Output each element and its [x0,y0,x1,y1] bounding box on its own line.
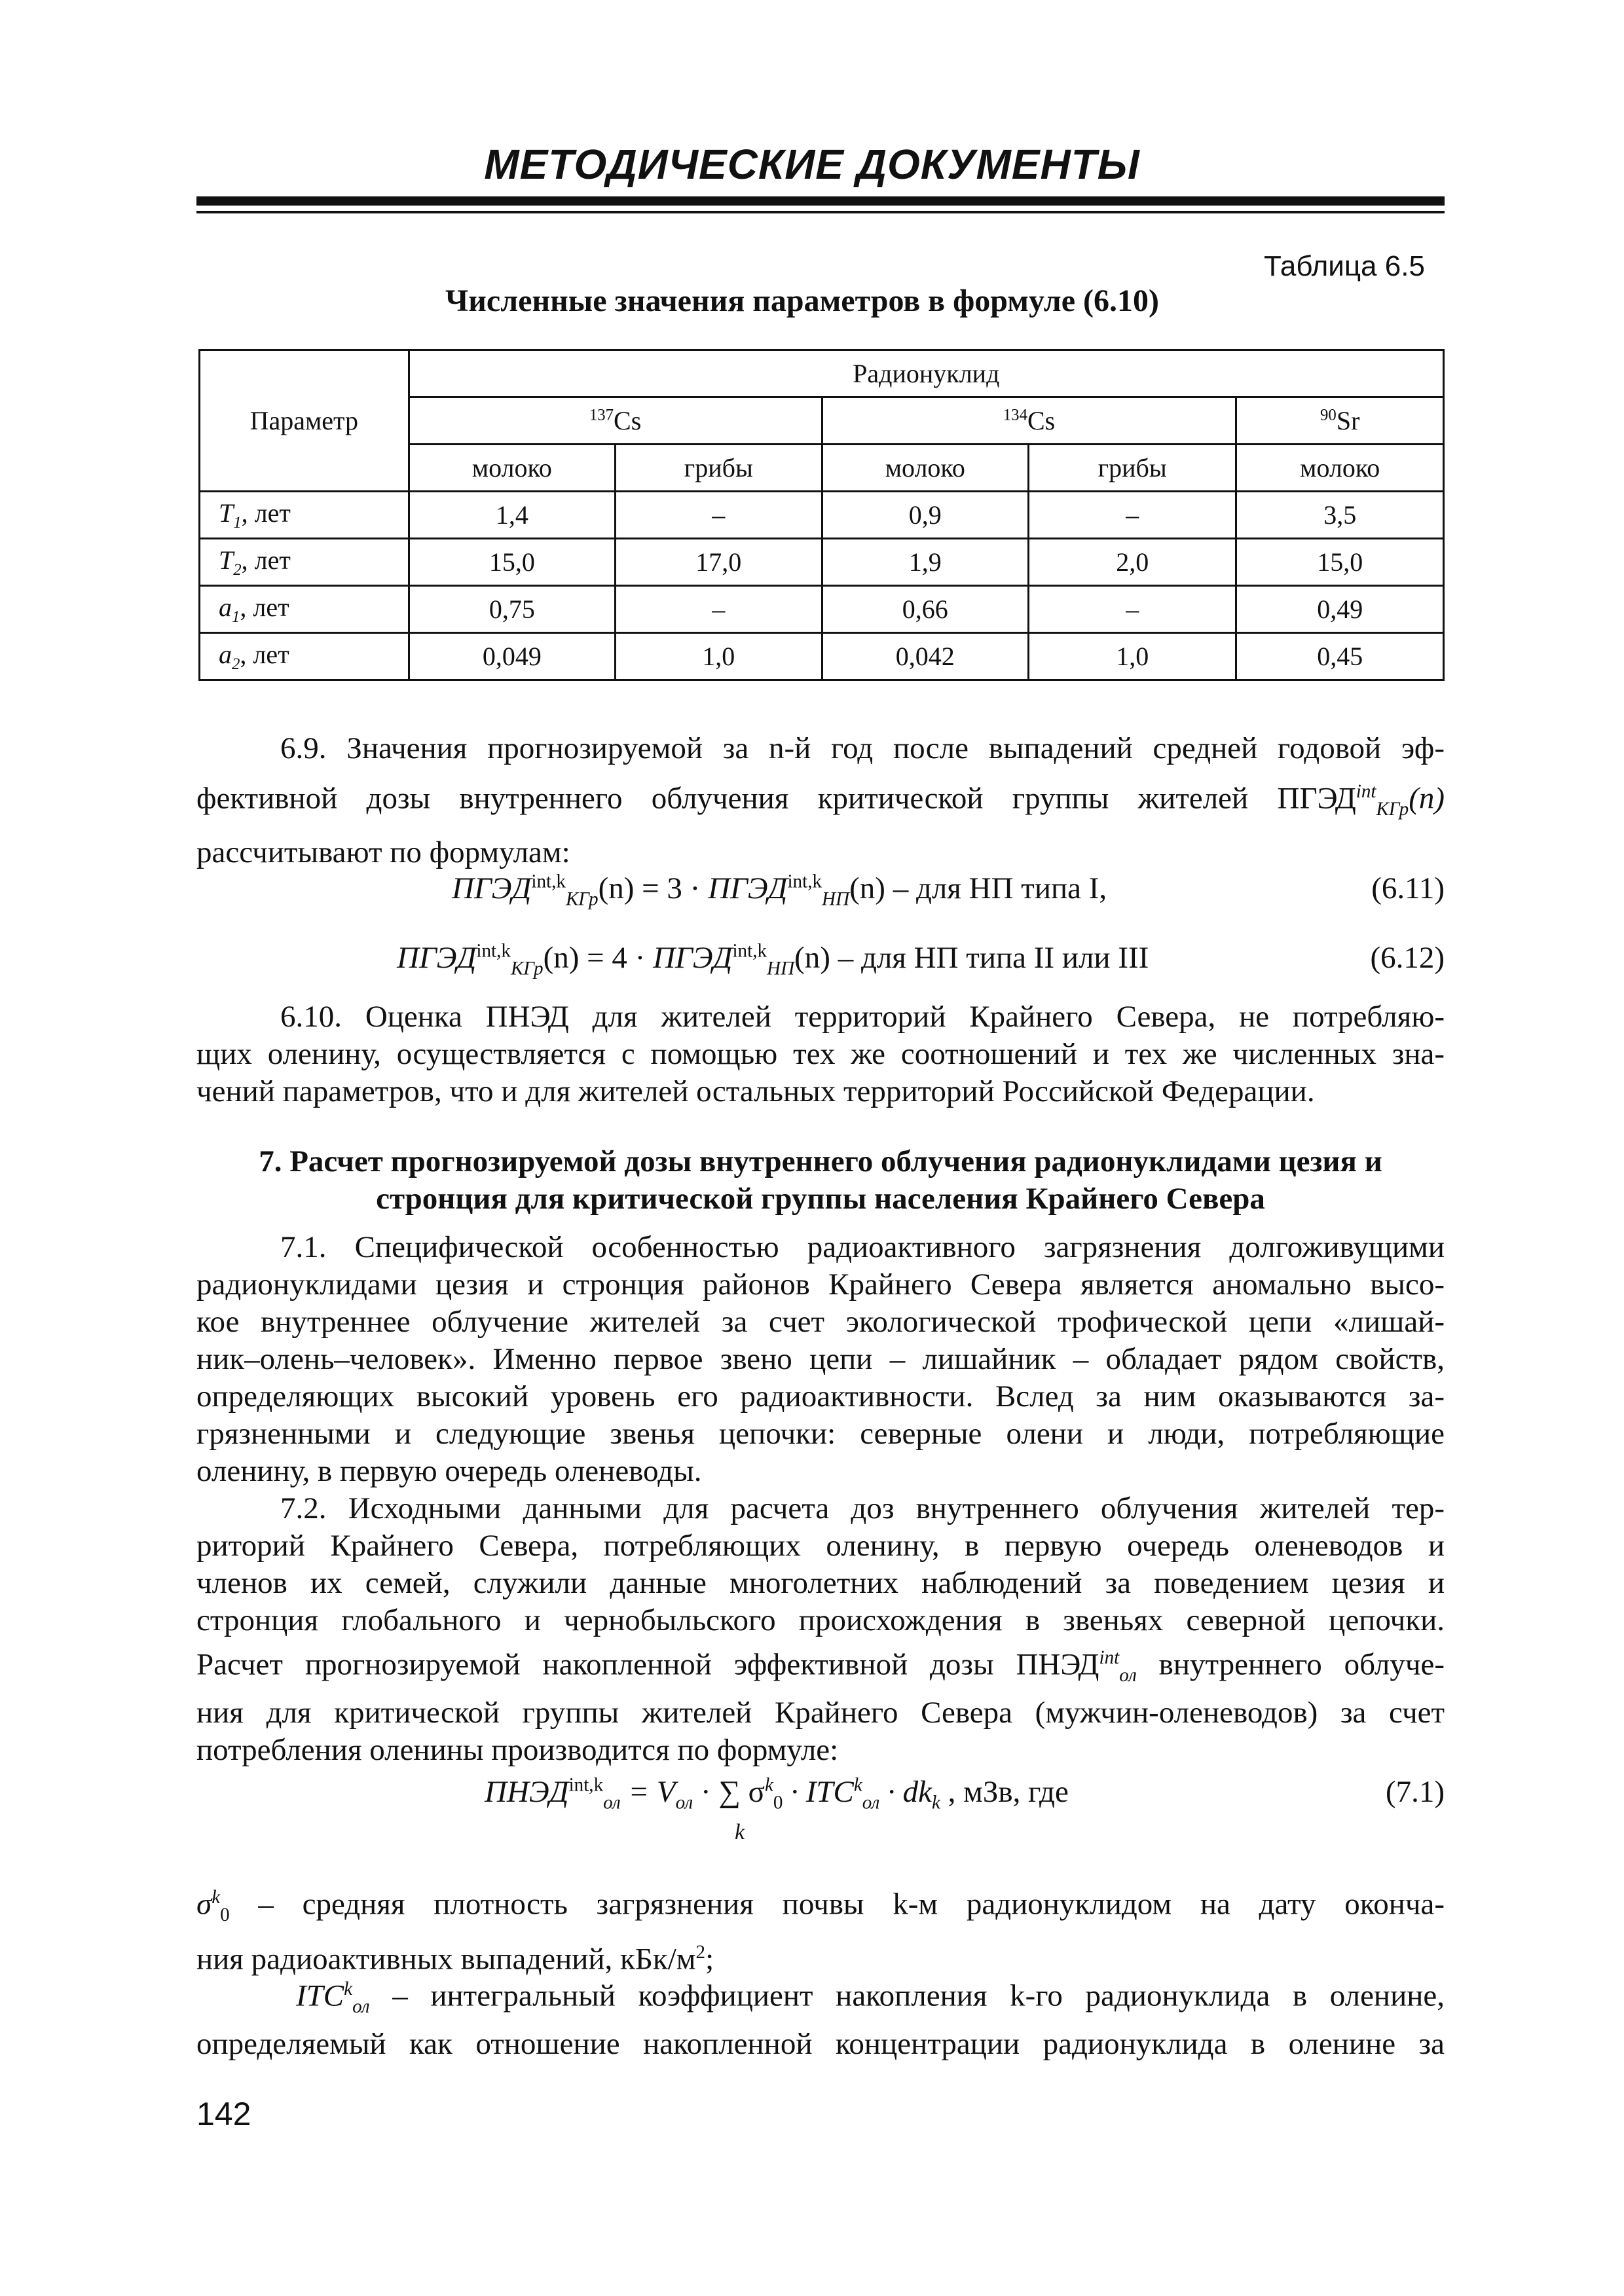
running-header: МЕТОДИЧЕСКИЕ ДОКУМЕНТЫ [484,141,1140,188]
table-cell: 3,5 [1236,492,1444,539]
page-number: 142 [196,2096,251,2132]
table-caption: Численные значения параметров в формуле (6.10) [445,283,1159,318]
table-cell: 2,0 [1029,539,1236,586]
text-line: ния для критической группы жителей Крайнего Севера (мужчин-оленеводов) за счет [196,1696,1445,1730]
text-line: чений параметров, что и для жителей остальных территорий Российской Федерации. [196,1074,1315,1108]
table-cell: 0,049 [409,633,615,680]
text-line: фективной дозы внутреннего облучения критической группы жителей $ПГЭД^{int}_{КГр}(n)$ [196,781,1445,820]
table-cell: – [1029,492,1236,539]
table-cell: 1,0 [616,633,822,680]
text-line: 6.10. Оценка ПНЭД для жителей территорий Крайнего Севера, не потребляю- [280,1000,1445,1034]
text-line: 6.9. Значения прогнозируемой за n-й год после выпадений средней годовой эф- [280,731,1445,765]
text-line: щих оленину, осуществляется с помощью тех же соотношений и тех же численных зна- [196,1037,1445,1071]
equation-number: (7.1) [1385,1775,1445,1809]
sum-index: k [735,1820,745,1844]
subheader-cell: молоко [822,445,1028,492]
param-header: Параметр [200,350,409,492]
subheader-cell: грибы [1029,445,1236,492]
subheader-cell: грибы [616,445,822,492]
parameters-table [198,349,1445,681]
text-line: потребления оленины производится по формуле: [196,1733,839,1768]
text-line: 7.2. Исходными данными для расчета доз внутреннего облучения жителей тер- [280,1491,1445,1525]
text-line: радионуклидами цезия и стронция районов Крайнего Севера является аномально высо- [196,1267,1445,1302]
row-label: $T_1$, лет [200,492,409,539]
table-row [200,539,1444,586]
table-cell: 0,9 [822,492,1028,539]
paragraph-7-2 [196,1490,1445,1769]
paragraph-6-10 [196,998,1445,1110]
table-cell: 0,042 [822,633,1028,680]
group-header: Радионуклид [409,350,1443,397]
text-line: грязненными и следующие звенья цепочки: северные олени и люди, потребляющие [196,1417,1445,1451]
table-row [200,633,1444,680]
definition-itc [196,1971,1445,2063]
text-line: $ITC^k_{ол}$ – интегральный коэффициент накопления k-го радионуклида в оленине, [296,1978,1445,2018]
table-row [200,586,1444,633]
table-cell: 1,0 [1029,633,1236,680]
text-line: ник–олень–человек». Именно первое звено цепи – лишайник – обладает рядом свойств, [196,1342,1445,1376]
equation-number: (6.12) [1370,941,1445,975]
table-row [200,492,1444,539]
text-line: кое внутреннее облучение жителей за счет экологической трофической цепи «лишай- [196,1305,1445,1339]
definition-sigma [196,1879,1445,1978]
subheader-cell: молоко [409,445,615,492]
section-title: 7. Расчет прогнозируемой дозы внутреннего облучения радионуклидами цезия и стронция для критической группы населения Крайнего Севера [259,1144,1382,1216]
text-line: стронция глобального и чернобыльского происхождения в звеньях северной цепочки. [196,1603,1445,1637]
header-rule-thick [196,196,1445,206]
nuclide-cs137: $^{137}$Cs [409,397,822,445]
text-line: оленину, в первую очередь оленеводы. [196,1454,702,1488]
text-line: определяющих высокий уровень его радиоактивности. Вслед за ним оказываются за- [196,1379,1445,1413]
nuclide-sr90: $^{90}$Sr [1236,397,1444,445]
table-cell: 1,9 [822,539,1028,586]
table-cell: 0,45 [1236,633,1444,680]
row-label: $a_1$, лет [200,586,409,633]
equation-7-1: $ПНЭД^{int,k}_{ол} = V_{ол}$ · ∑ $\sigma^k_0 \cdot ITC^k_{ол} \cdot dk_k$ , мЗв, где [485,1774,1069,1813]
equation-6-12: $ПГЭД^{int,k}_{КГр}(n) = 4$ · $ПГЭД^{int,k}_{НП}(n)$ – для НП типа II или III [397,940,1149,979]
table-cell: 0,75 [409,586,615,633]
text-line: 7.1. Специфической особенностью радиоактивного загрязнения долгоживущими [280,1230,1445,1264]
table-cell: – [616,586,822,633]
table-cell: 0,66 [822,586,1028,633]
row-label: $T_2$, лет [200,539,409,586]
table-cell: – [616,492,822,539]
paragraph-6-9 [196,727,1445,874]
table-label: Таблица 6.5 [1264,250,1425,282]
text-line: определяемый как отношение накопленной концентрации радионуклида в оленине за [196,2027,1445,2062]
text-line: рассчитывают по формулам: [196,835,570,870]
nuclide-cs134: $^{134}$Cs [822,397,1236,445]
table-cell: 17,0 [616,539,822,586]
table-cell: 15,0 [409,539,615,586]
equation-6-11: $ПГЭД^{int,k}_{КГр}(n) = 3$ · $ПГЭД^{int,k}_{НП}(n)$ – для НП типа I, [452,871,1107,910]
text-line: $\sigma^k_0$ – средняя плотность загрязнения почвы k-м радионуклидом на дату оконча- [196,1887,1445,1926]
header-rule-thin [196,211,1445,213]
text-line: членов их семей, служили данные многолетних наблюдений за поведением цезия и [196,1566,1445,1600]
text-line: риторий Крайнего Севера, потребляющих оленину, в первую очередь оленеводов и [196,1529,1445,1563]
subheader-cell: молоко [1236,445,1444,492]
table-cell: – [1029,586,1236,633]
table-cell: 1,4 [409,492,615,539]
text-line: ния радиоактивных выпадений, кБк/$м^2$; [196,1942,714,1977]
row-label: $a_2$, лет [200,633,409,680]
text-line: Расчет прогнозируемой накопленной эффективной дозы $ПНЭД^{int}_{ол}$ внутреннего облуче- [196,1647,1445,1686]
table-cell: 0,49 [1236,586,1444,633]
equation-number: (6.11) [1371,871,1445,905]
table-cell: 15,0 [1236,539,1444,586]
paragraph-7-1 [196,1229,1445,1490]
